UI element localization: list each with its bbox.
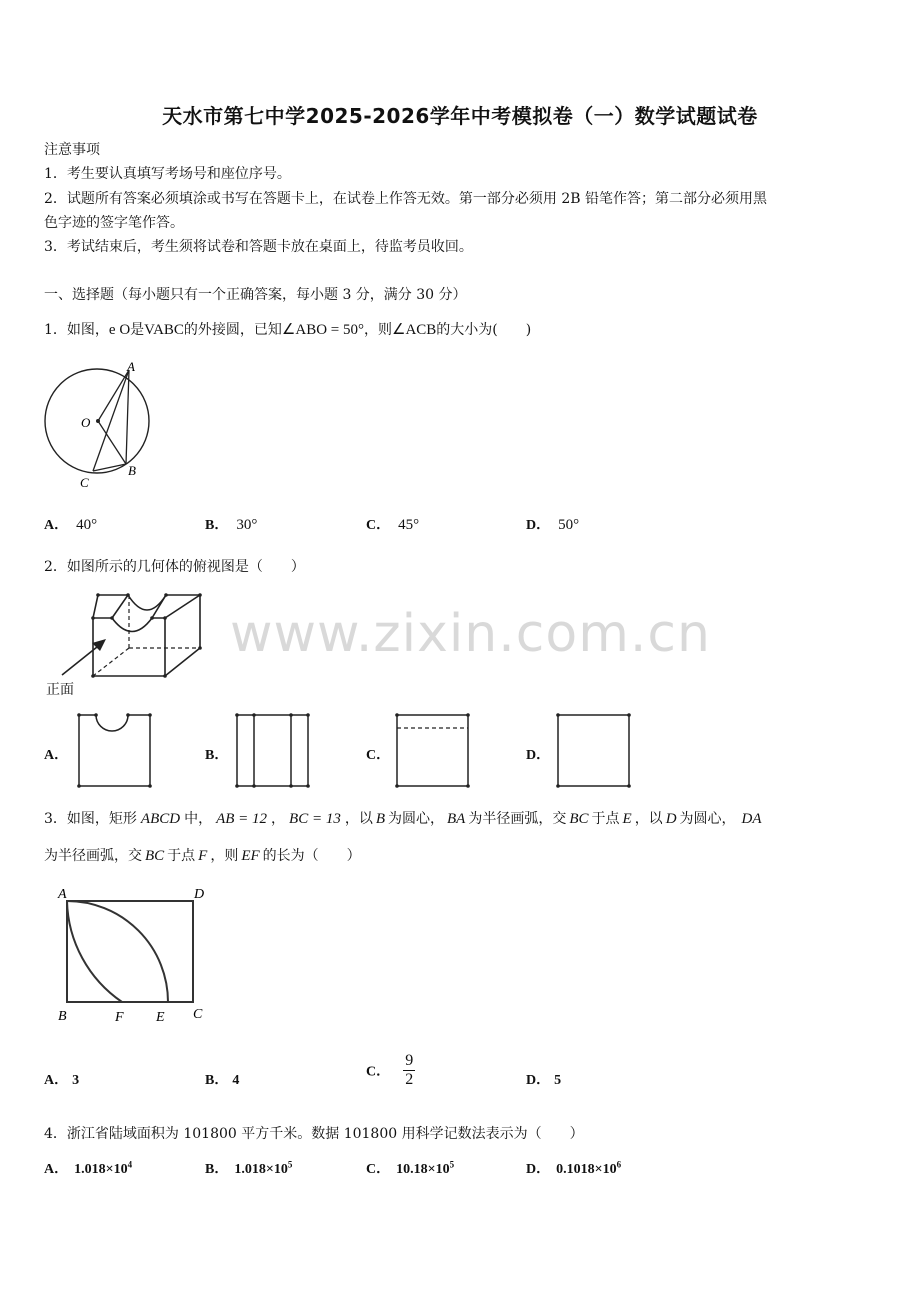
- figure-label-f: F: [115, 1010, 124, 1025]
- q3-option-c: C． $\frac{9}{2}$: [366, 1052, 414, 1088]
- q2-option-c: C．: [366, 748, 391, 763]
- notes-item: 1．考生要认真填写考场号和座位序号。: [44, 166, 291, 182]
- q1-option-a: A． 40°: [44, 517, 98, 533]
- figure-label-a: A: [58, 887, 67, 902]
- q4-option-c: C． $10.18\times 10^5$: [366, 1159, 455, 1177]
- q4-option-a: A． $1.018\times 10^4$: [44, 1159, 133, 1177]
- figure-label-a: A: [127, 359, 135, 374]
- q1-text: 的大小为( ): [436, 322, 532, 338]
- q2-option-a-figure: [74, 710, 156, 792]
- figure-label-c: C: [193, 1007, 203, 1022]
- notes-item: 3．考试结束后，考生须将试卷和答题卡放在桌面上，待监考员收回。: [44, 239, 473, 255]
- q1-circle-figure: [40, 358, 170, 493]
- q1-option-c: C． 45°: [366, 517, 420, 533]
- notes-heading: 注意事项: [44, 142, 100, 158]
- figure-label-b: B: [58, 1009, 67, 1024]
- question-3-stem-line2: 为半径画弧，交 BC 于点 F ，则 EF 的长为（ ）: [44, 848, 361, 864]
- q1-angle: ∠ABO = 50°: [281, 322, 364, 338]
- section-heading: 一、选择题（每小题只有一个正确答案，每小题 3 分，满分 30 分）: [44, 287, 467, 303]
- front-label: 正面: [46, 682, 74, 698]
- q4-option-d: D． $0.1018\times 10^6$: [526, 1159, 622, 1177]
- q4-option-b: B． $1.018\times 10^5$: [205, 1159, 293, 1177]
- question-1-stem: [44, 319, 531, 339]
- q1-angle2: ∠ACB: [392, 322, 437, 338]
- q1-option-d: D． 50°: [526, 517, 580, 533]
- figure-label-b: B: [128, 463, 136, 478]
- question-2-stem: 2．如图所示的几何体的俯视图是（ ）: [44, 559, 305, 575]
- q1-circle: e O: [108, 322, 131, 338]
- q2-option-b-figure: [232, 710, 314, 792]
- q2-option-b: B．: [205, 748, 229, 763]
- q1-triangle: VABC: [144, 322, 184, 338]
- q3-rectangle-figure: [50, 882, 220, 1027]
- q2-solid-figure: [40, 585, 220, 700]
- question-3-stem-line1: 3．如图，矩形 ABCD 中， AB = 12 ， BC = 13 ，以 B 为圆心， BA 为半径画弧，交 BC 于点 E ，以 D 为圆心， DA: [44, 811, 762, 827]
- q2-option-c-figure: [392, 710, 474, 792]
- q2-option-d: D．: [526, 748, 551, 763]
- figure-label-d: D: [194, 887, 205, 902]
- q1-text: ，则: [364, 322, 392, 338]
- q1-text: 是: [130, 322, 145, 338]
- figure-label-o: O: [81, 415, 91, 430]
- q2-option-d-figure: [553, 710, 635, 792]
- page-title: 天水市第七中学2025-2026学年中考模拟卷（一）数学试题试卷: [162, 104, 758, 128]
- q3-option-b: B． 4: [205, 1073, 240, 1088]
- figure-label-e: E: [156, 1010, 165, 1025]
- notes-item: 色字迹的签字笔作答。: [44, 215, 184, 231]
- watermark: www.zixin.com.cn: [230, 604, 711, 664]
- q3-option-d: D． 5: [526, 1073, 562, 1088]
- question-4-stem: 4．浙江省陆域面积为 101800 平方千米。数据 101800 用科学记数法表示为（ ）: [44, 1126, 584, 1142]
- q1-num: 1．如图，: [44, 322, 109, 338]
- fraction: $\frac{9}{2}$: [405, 1052, 414, 1088]
- q3-option-a: A． 3: [44, 1073, 80, 1088]
- figure-label-c: C: [80, 475, 89, 490]
- notes-item: 2．试题所有答案必须填涂或书写在答题卡上，在试卷上作答无效。第一部分必须用 2B 铅笔作答；第二部分必须用黑: [44, 191, 767, 207]
- q2-option-a: A．: [44, 748, 69, 763]
- q1-option-b: B． 30°: [205, 517, 258, 533]
- q1-text: 的外接圆，已知: [183, 322, 282, 338]
